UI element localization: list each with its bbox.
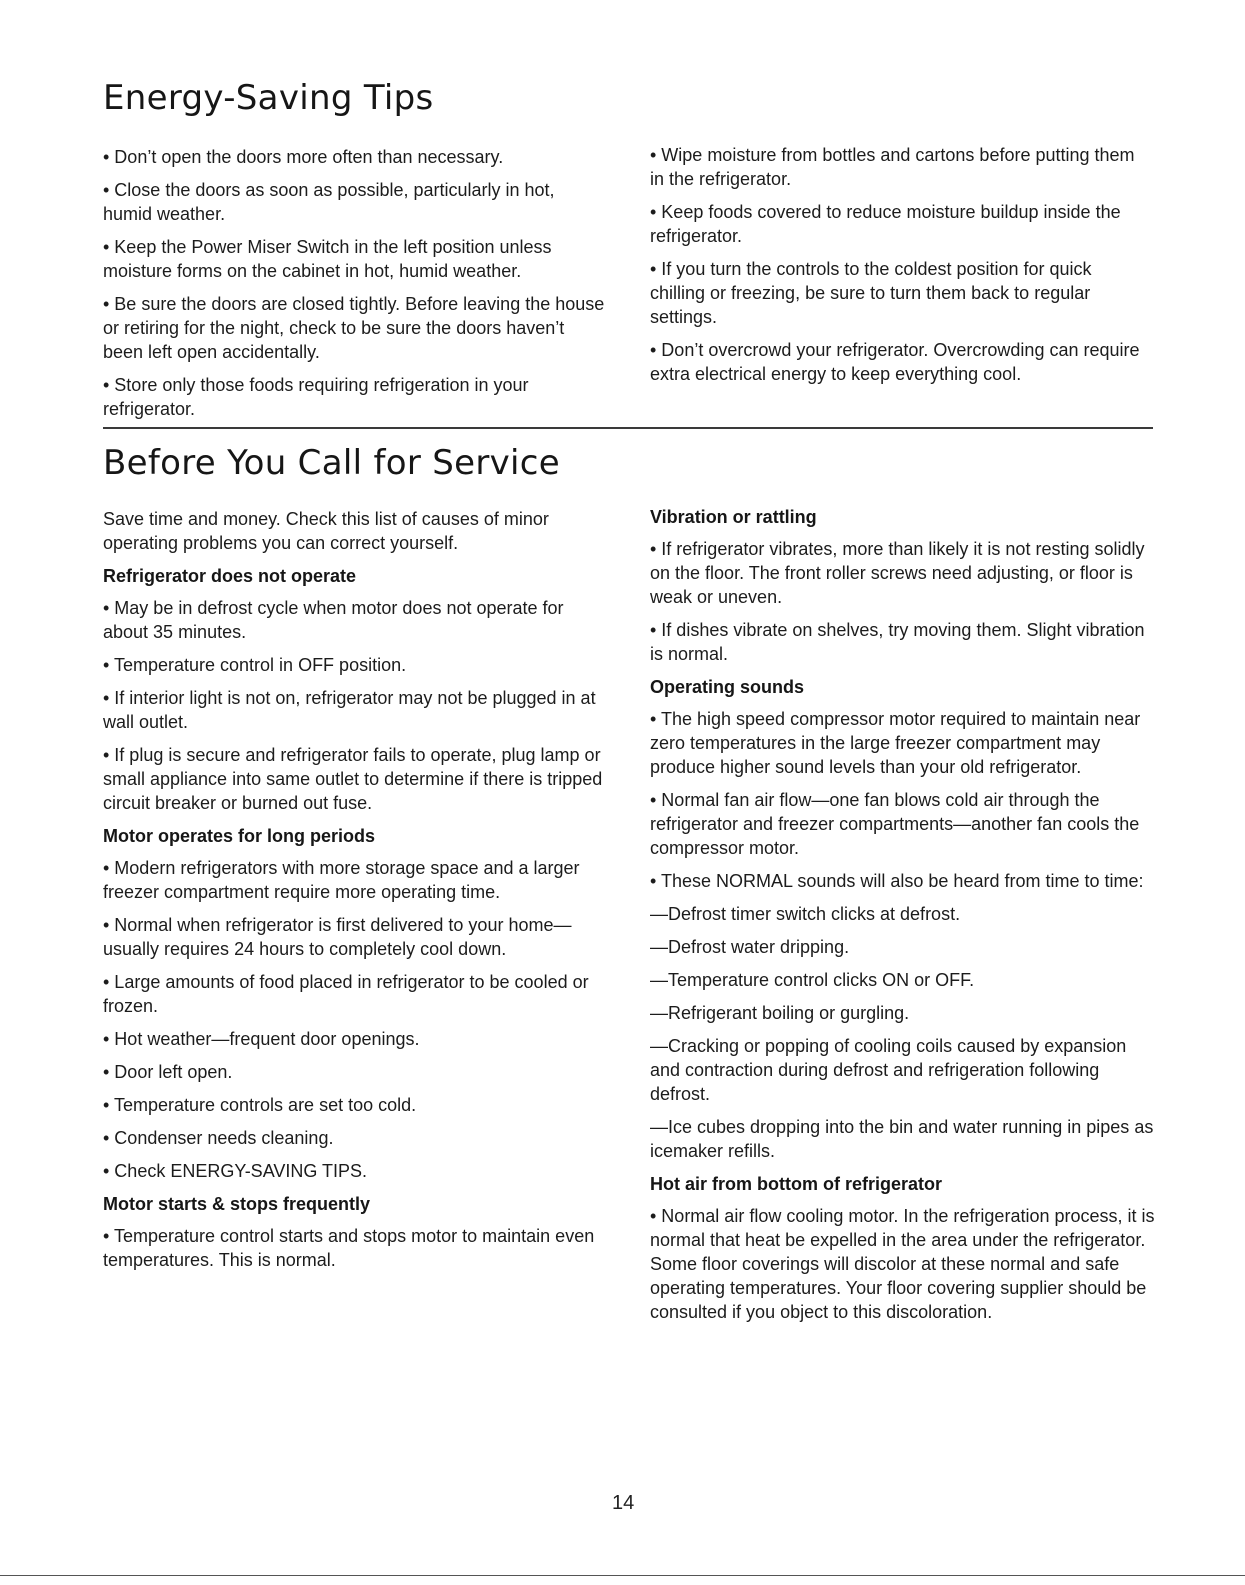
energy-tips-right-column xyxy=(650,143,1150,395)
service-item: • Temperature control in OFF position. xyxy=(103,655,407,675)
service-intro: Save time and money. Check this list of causes of minor operating problems you can correct yourself. xyxy=(103,509,549,553)
bottom-edge-line xyxy=(0,1575,1245,1576)
service-item: • Condenser needs cleaning. xyxy=(103,1128,334,1148)
energy-tip: • Wipe moisture from bottles and cartons before putting them in the refrigerator. xyxy=(650,145,1135,189)
service-item: • The high speed compressor motor required to maintain near zero temperatures in the large freezer compartment may produce higher sound levels than your old refrigerator. xyxy=(650,709,1141,777)
section-heading-hot-air: Hot air from bottom of refrigerator xyxy=(650,1174,943,1194)
energy-tip: • Close the doors as soon as possible, particularly in hot, humid weather. xyxy=(103,180,555,224)
service-item: • If interior light is not on, refrigerator may not be plugged in at wall outlet. xyxy=(103,688,596,732)
service-item: • Modern refrigerators with more storage space and a larger freezer compartment require more operating time. xyxy=(103,858,580,902)
energy-tip: • Keep foods covered to reduce moisture buildup inside the refrigerator. xyxy=(650,202,1121,246)
service-item: • If plug is secure and refrigerator fails to operate, plug lamp or small appliance into same outlet to determine if there is tripped circuit breaker or burned out fuse. xyxy=(103,745,603,813)
service-item: • If refrigerator vibrates, more than likely it is not resting solidly on the floor. The front roller screws need adjusting, or floor is weak or uneven. xyxy=(650,539,1145,607)
energy-tip: • If you turn the controls to the coldest position for quick chilling or freezing, be sure to turn them back to regular settings. xyxy=(650,259,1092,327)
service-item: • Door left open. xyxy=(103,1062,233,1082)
section-heading-vibration: Vibration or rattling xyxy=(650,507,817,527)
energy-tip: • Be sure the doors are closed tightly. Before leaving the house or retiring for the night, check to be sure the doors haven’t been left open accidentally. xyxy=(103,294,605,362)
section-heading-starts-stops: Motor starts & stops frequently xyxy=(103,1194,371,1214)
section-heading-operating-sounds: Operating sounds xyxy=(650,677,805,697)
service-item: —Temperature control clicks ON or OFF. xyxy=(650,970,975,990)
service-item: —Refrigerant boiling or gurgling. xyxy=(650,1003,910,1023)
energy-tip: • Store only those foods requiring refrigeration in your refrigerator. xyxy=(103,375,529,419)
service-item: • Normal when refrigerator is first delivered to your home—usually requires 24 hours to completely cool down. xyxy=(103,915,572,959)
section-divider xyxy=(103,427,1153,429)
energy-tip: • Keep the Power Miser Switch in the left position unless moisture forms on the cabinet in hot, humid weather. xyxy=(103,237,552,281)
service-item: • These NORMAL sounds will also be heard from time to time: xyxy=(650,871,1144,891)
service-item: • Check ENERGY-SAVING TIPS. xyxy=(103,1161,368,1181)
page-number: 14 xyxy=(612,1492,635,1514)
service-item: —Ice cubes dropping into the bin and water running in pipes as icemaker refills. xyxy=(650,1117,1154,1161)
service-item: • May be in defrost cycle when motor does not operate for about 35 minutes. xyxy=(103,598,564,642)
service-left-column xyxy=(103,507,608,1281)
service-item: • Temperature controls are set too cold. xyxy=(103,1095,417,1115)
energy-tip: • Don’t overcrowd your refrigerator. Overcrowding can require extra electrical energy to keep everything cool. xyxy=(650,340,1140,384)
energy-saving-tips-title: Energy-Saving Tips xyxy=(103,78,434,118)
service-item: • Normal air flow cooling motor. In the refrigeration process, it is normal that heat be expelled in the area under the refrigerator. Some floor coverings will discolor at these normal and safe operating temperatures. Your floor covering supplier should be consulted if you object to this discoloration. xyxy=(650,1206,1155,1322)
section-heading-long-periods: Motor operates for long periods xyxy=(103,826,376,846)
service-item: • Large amounts of food placed in refrigerator to be cooled or frozen. xyxy=(103,972,589,1016)
service-right-column xyxy=(650,505,1155,1333)
service-item: • Temperature control starts and stops motor to maintain even temperatures. This is normal. xyxy=(103,1226,595,1270)
energy-tips-left-column xyxy=(103,145,608,430)
service-item: —Defrost timer switch clicks at defrost. xyxy=(650,904,961,924)
before-you-call-title: Before You Call for Service xyxy=(103,443,560,483)
service-item: —Cracking or popping of cooling coils caused by expansion and contraction during defrost and refrigeration following defrost. xyxy=(650,1036,1127,1104)
energy-tip: • Don’t open the doors more often than necessary. xyxy=(103,147,504,167)
service-item: • Normal fan air flow—one fan blows cold air through the refrigerator and freezer compartments—another fan cools the compressor motor. xyxy=(650,790,1140,858)
service-item: • Hot weather—frequent door openings. xyxy=(103,1029,420,1049)
service-item: • If dishes vibrate on shelves, try moving them. Slight vibration is normal. xyxy=(650,620,1145,664)
service-item: —Defrost water dripping. xyxy=(650,937,850,957)
section-heading-does-not-operate: Refrigerator does not operate xyxy=(103,566,357,586)
